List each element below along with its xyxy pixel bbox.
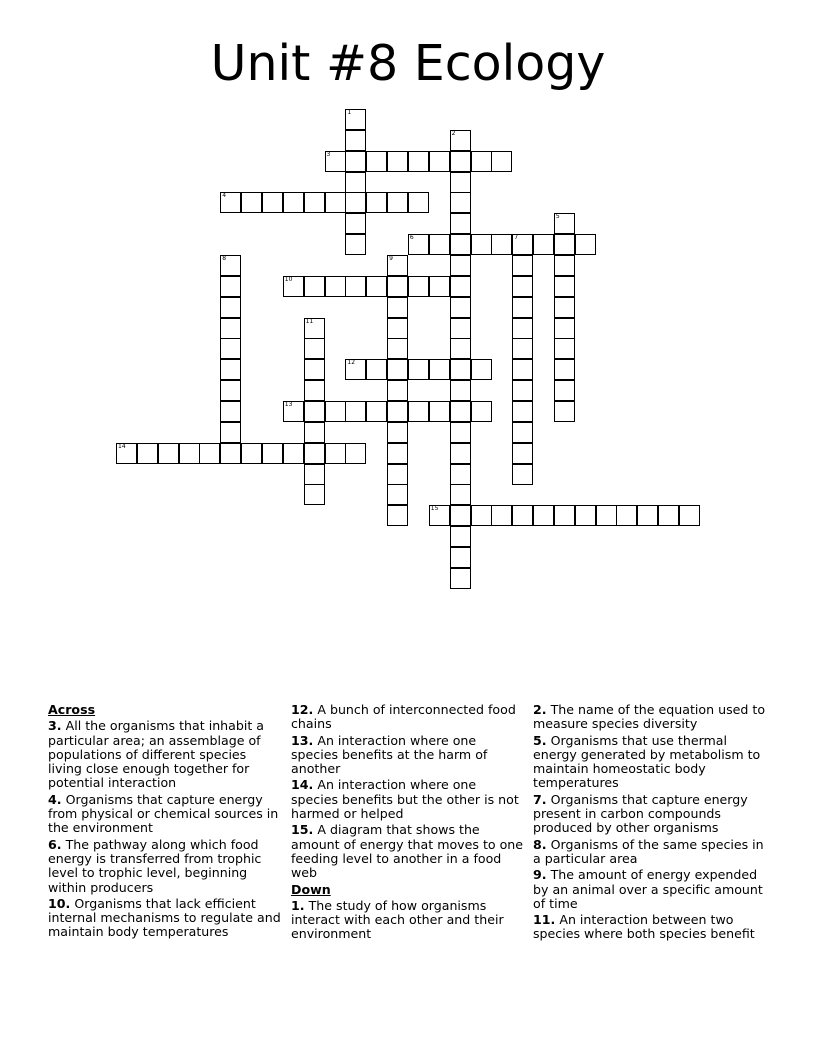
grid-cell[interactable] — [450, 318, 471, 339]
clue-down-7: 7. Organisms that capture energy present in carbon compounds produced by other organisms — [533, 791, 748, 836]
grid-cell[interactable] — [387, 505, 408, 526]
grid-cell[interactable] — [387, 192, 408, 213]
grid-cell[interactable] — [491, 505, 512, 526]
grid-cell[interactable] — [450, 234, 471, 255]
grid-cell[interactable] — [450, 380, 471, 401]
grid-cell[interactable] — [616, 505, 637, 526]
grid-cell[interactable] — [262, 443, 283, 464]
grid-cell[interactable] — [304, 422, 325, 443]
grid-cell[interactable] — [325, 192, 346, 213]
grid-cell[interactable] — [554, 401, 575, 422]
grid-cell[interactable] — [220, 401, 241, 422]
grid-cell[interactable] — [450, 213, 471, 234]
grid-cell[interactable] — [345, 192, 366, 213]
grid-cell[interactable] — [408, 151, 429, 172]
clue-number: 7 — [514, 234, 519, 242]
grid-cell[interactable] — [387, 255, 408, 276]
grid-cell[interactable] — [387, 297, 408, 318]
grid-cell[interactable] — [345, 443, 366, 464]
grid-cell[interactable] — [366, 359, 387, 380]
grid-cell[interactable] — [387, 484, 408, 505]
grid-cell[interactable] — [554, 380, 575, 401]
grid-cell[interactable] — [179, 443, 200, 464]
grid-cell[interactable] — [199, 443, 220, 464]
clue-number: 13 — [284, 400, 293, 408]
grid-cell[interactable] — [471, 505, 492, 526]
clue-number: 8 — [222, 255, 227, 262]
grid-cell[interactable] — [283, 276, 304, 297]
grid-cell[interactable] — [325, 401, 346, 422]
grid-cell[interactable] — [366, 401, 387, 422]
grid-cell[interactable] — [366, 151, 387, 172]
grid-cell[interactable] — [596, 505, 617, 526]
grid-cell[interactable] — [387, 276, 408, 297]
grid-cell[interactable] — [325, 151, 346, 172]
grid-cell[interactable] — [387, 401, 408, 422]
clue-number: 4 — [222, 192, 227, 200]
grid-cell[interactable] — [345, 276, 366, 297]
grid-cell[interactable] — [471, 401, 492, 422]
clue-down-11: 11. An interaction between two species where both species benefit — [533, 912, 755, 942]
grid-cell[interactable] — [450, 297, 471, 318]
grid-cell[interactable] — [491, 151, 512, 172]
grid-cell[interactable] — [325, 276, 346, 297]
clue-down-5: 5. Organisms that use thermal energy generated by metabolism to maintain homeostatic body temperatures — [533, 732, 761, 791]
grid-cell[interactable] — [283, 443, 304, 464]
grid-cell[interactable] — [450, 130, 471, 151]
grid-cell[interactable] — [304, 443, 325, 464]
clue-across-14: 14. An interaction where one species benefits but the other is not harmed or helped — [291, 777, 519, 822]
grid-cell[interactable] — [220, 318, 241, 339]
grid-cell[interactable] — [450, 568, 471, 589]
clue-number: 5 — [555, 213, 560, 221]
grid-cell[interactable] — [220, 297, 241, 318]
grid-cell[interactable] — [512, 255, 533, 276]
grid-cell[interactable] — [262, 192, 283, 213]
clue-across-4: 4. Organisms that capture energy from physical or chemical sources in the environment — [48, 791, 279, 836]
grid-cell[interactable] — [512, 297, 533, 318]
grid-cell[interactable] — [512, 234, 533, 255]
grid-cell[interactable] — [366, 276, 387, 297]
grid-cell[interactable] — [387, 422, 408, 443]
grid-cell[interactable] — [512, 359, 533, 380]
grid-cell[interactable] — [533, 234, 554, 255]
grid-cell[interactable] — [387, 380, 408, 401]
clue-number: 1 — [347, 109, 352, 116]
grid-cell[interactable] — [304, 380, 325, 401]
clue-down-1: 1. The study of how organisms interact with each other and their environment — [291, 897, 504, 942]
grid-cell[interactable] — [512, 380, 533, 401]
clue-number: 10 — [284, 275, 293, 283]
clue-across-12: 12. A bunch of interconnected food chains — [291, 702, 516, 732]
grid-cell[interactable] — [429, 401, 450, 422]
grid-cell[interactable] — [450, 484, 471, 505]
clue-number: 3 — [326, 150, 331, 158]
grid-cell[interactable] — [471, 359, 492, 380]
grid-cell[interactable] — [450, 547, 471, 568]
grid-cell[interactable] — [345, 213, 366, 234]
grid-cell[interactable] — [220, 422, 241, 443]
grid-cell[interactable] — [158, 443, 179, 464]
grid-cell[interactable] — [450, 172, 471, 193]
clue-number: 6 — [409, 234, 414, 242]
grid-cell[interactable] — [512, 401, 533, 422]
grid-cell[interactable] — [408, 234, 429, 255]
grid-cell[interactable] — [283, 192, 304, 213]
grid-cell[interactable] — [304, 464, 325, 485]
grid-cell[interactable] — [512, 276, 533, 297]
grid-cell[interactable] — [450, 151, 471, 172]
grid-cell[interactable] — [679, 505, 700, 526]
grid-cell[interactable] — [491, 234, 512, 255]
clue-number: 11 — [305, 317, 314, 325]
grid-cell[interactable] — [658, 505, 679, 526]
grid-cell[interactable] — [304, 401, 325, 422]
grid-cell[interactable] — [345, 172, 366, 193]
grid-cell[interactable] — [429, 359, 450, 380]
grid-cell[interactable] — [220, 443, 241, 464]
clue-number: 9 — [389, 255, 393, 262]
clue-down-8: 8. Organisms of the same species in a particular area — [533, 836, 764, 866]
across-heading: Across — [48, 702, 96, 717]
grid-cell[interactable] — [345, 109, 366, 130]
clues-column-2 — [291, 701, 527, 942]
grid-cell[interactable] — [429, 151, 450, 172]
grid-cell[interactable] — [304, 359, 325, 380]
grid-cell[interactable] — [137, 443, 158, 464]
grid-cell[interactable] — [450, 338, 471, 359]
grid-cell[interactable] — [450, 255, 471, 276]
grid-cell[interactable] — [387, 464, 408, 485]
grid-cell[interactable] — [554, 255, 575, 276]
grid-cell[interactable] — [450, 192, 471, 213]
grid-cell[interactable] — [450, 526, 471, 547]
grid-cell[interactable] — [450, 464, 471, 485]
grid-cell[interactable] — [637, 505, 658, 526]
grid-cell[interactable] — [220, 338, 241, 359]
grid-cell[interactable] — [387, 359, 408, 380]
grid-cell[interactable] — [575, 505, 596, 526]
grid-cell[interactable] — [512, 422, 533, 443]
clue-across-3: 3. All the organisms that inhabit a particular area; an assemblage of populations of different species living close enough together for potential interaction — [48, 718, 265, 791]
grid-cell[interactable] — [304, 318, 325, 339]
clue-number: 2 — [451, 129, 456, 137]
grid-cell[interactable] — [471, 151, 492, 172]
grid-cell[interactable] — [429, 234, 450, 255]
grid-cell[interactable] — [554, 276, 575, 297]
grid-cell[interactable] — [304, 192, 325, 213]
clues-column-3 — [533, 701, 773, 942]
grid-cell[interactable] — [345, 151, 366, 172]
grid-cell[interactable] — [387, 443, 408, 464]
grid-cell[interactable] — [220, 359, 241, 380]
grid-cell[interactable] — [575, 234, 596, 255]
clue-across-6: 6. The pathway along which food energy is transferred from trophic level to trophic level, beginning within producers — [48, 836, 262, 895]
clue-number: 12 — [347, 359, 356, 367]
clues-column-1 — [48, 701, 284, 940]
grid-cell[interactable] — [241, 192, 262, 213]
grid-cell[interactable] — [429, 505, 450, 526]
grid-cell[interactable] — [408, 401, 429, 422]
grid-cell[interactable] — [450, 401, 471, 422]
grid-cell[interactable] — [450, 359, 471, 380]
grid-cell[interactable] — [533, 505, 554, 526]
clue-across-13: 13. An interaction where one species benefits at the harm of another — [291, 732, 488, 777]
grid-cell[interactable] — [450, 505, 471, 526]
grid-cell[interactable] — [408, 276, 429, 297]
clue-down-9: 9. The amount of energy expended by an animal over a specific amount of time — [533, 867, 763, 911]
grid-cell[interactable] — [512, 318, 533, 339]
grid-cell[interactable] — [450, 422, 471, 443]
grid-cell[interactable] — [304, 276, 325, 297]
grid-cell[interactable] — [304, 484, 325, 505]
puzzle-title: Unit #8 Ecology — [210, 35, 606, 92]
grid-cell[interactable] — [512, 464, 533, 485]
clue-across-15: 15. A diagram that shows the amount of energy that moves to one feeding level to another in a food web — [291, 822, 524, 881]
grid-cell[interactable] — [408, 192, 429, 213]
grid-cell[interactable] — [512, 505, 533, 526]
grid-cell[interactable] — [345, 130, 366, 151]
clue-across-10: 10. Organisms that lack efficient internal mechanisms to regulate and maintain body temperatures — [48, 895, 281, 940]
grid-cell[interactable] — [408, 359, 429, 380]
grid-cell[interactable] — [450, 276, 471, 297]
clue-number: 15 — [430, 505, 439, 513]
grid-cell[interactable] — [554, 318, 575, 339]
grid-cell[interactable] — [471, 234, 492, 255]
grid-cell[interactable] — [450, 443, 471, 464]
grid-cell[interactable] — [220, 276, 241, 297]
grid-cell[interactable] — [554, 213, 575, 234]
grid-cell[interactable] — [512, 338, 533, 359]
grid-cell[interactable] — [220, 255, 241, 276]
grid-cell[interactable] — [554, 359, 575, 380]
grid-cell[interactable] — [429, 276, 450, 297]
grid-cell[interactable] — [387, 318, 408, 339]
grid-cell[interactable] — [345, 234, 366, 255]
clue-down-2: 2. The name of the equation used to measure species diversity — [533, 702, 766, 732]
grid-cell[interactable] — [554, 297, 575, 318]
grid-cell[interactable] — [345, 401, 366, 422]
grid-cell[interactable] — [283, 401, 304, 422]
grid-cell[interactable] — [345, 359, 366, 380]
grid-cell[interactable] — [116, 443, 137, 464]
grid-cell[interactable] — [241, 443, 262, 464]
grid-cell[interactable] — [325, 443, 346, 464]
grid-cell[interactable] — [387, 338, 408, 359]
grid-cell[interactable] — [554, 234, 575, 255]
grid-cell[interactable] — [554, 338, 575, 359]
grid-cell[interactable] — [554, 505, 575, 526]
down-heading: Down — [291, 881, 331, 897]
clue-number: 14 — [118, 442, 126, 450]
grid-cell[interactable] — [220, 380, 241, 401]
grid-cell[interactable] — [387, 151, 408, 172]
grid-cell[interactable] — [366, 192, 387, 213]
grid-cell[interactable] — [512, 443, 533, 464]
grid-cell[interactable] — [304, 338, 325, 359]
grid-cell[interactable] — [220, 192, 241, 213]
